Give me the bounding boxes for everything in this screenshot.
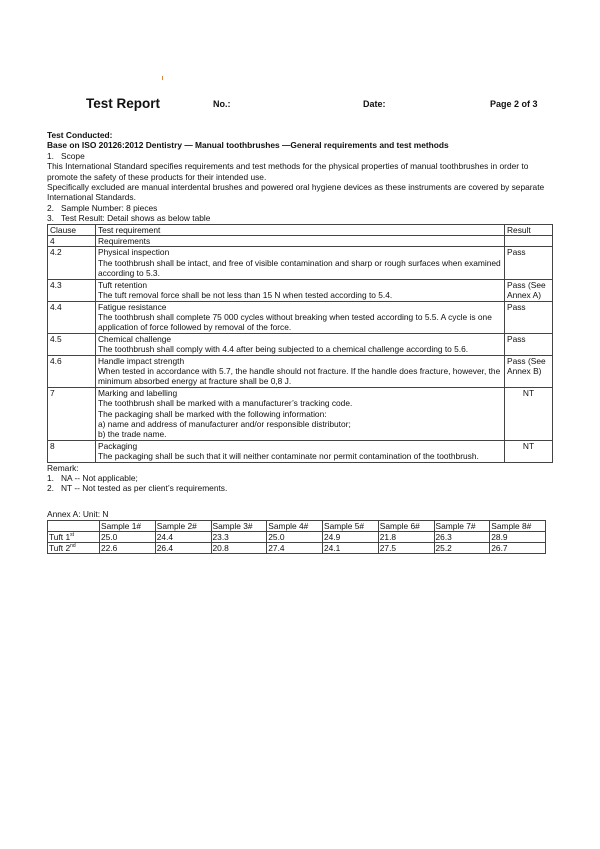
report-number-label: No.:: [213, 99, 231, 109]
standard-reference: Base on ISO 20126:2012 Dentistry — Manual toothbrushes —General requirements and test methods: [47, 140, 449, 151]
remark-item: 1. NA -- Not applicable;: [47, 473, 138, 483]
requirements-table: [47, 224, 553, 463]
annex-label: Annex A: Unit: N: [47, 508, 109, 519]
table-row: Tuft 2nd 22.6 26.4 20.8 27.4 24.1 27.5 25.2 26.7: [48, 543, 546, 554]
report-title: Test Report: [86, 96, 161, 111]
report-body: [47, 130, 553, 554]
table-header-row: [48, 224, 553, 235]
scope-text-2: Specifically excluded are manual interdental brushes and powered oral hygiene devices as these instruments are covered by separate International Standards.: [47, 182, 545, 203]
sample-number: 2. Sample Number: 8 pieces: [47, 202, 158, 213]
page-indicator: Page 2 of 3: [490, 99, 538, 109]
annex-header-row: Sample 1# Sample 2# Sample 3# Sample 4# Sample 5# Sample 6# Sample 7# Sample 8#: [48, 521, 546, 532]
remark-item: 2. NT -- Not tested as per client’s requirements.: [47, 483, 228, 494]
scope-text-1: This International Standard specifies requirements and test methods for the physical properties of manual toothbrushes in order to promote the safety of these products for their intended use.: [47, 161, 529, 182]
report-date-label: Date:: [363, 99, 386, 109]
table-row: 4.3 Tuft retention The tuft removal force shall be not less than 15 N when tested according to 5.4. Pass (See Annex A): [48, 279, 553, 301]
annex-table: [47, 520, 546, 554]
table-row: 4.2 Physical inspection The toothbrush shall be intact, and free of visible contamination and sharp or rough surfaces when examined according to 5.3. Pass: [48, 247, 553, 279]
scope-heading: 1. Scope: [47, 150, 85, 161]
test-result-intro: 3. Test Result: Detail shows as below table: [47, 213, 211, 224]
table-row: 4.6 Handle impact strength When tested in accordance with 5.7, the handle should not fracture. If the handle does fracture, however, the minimum absorbed energy at fracture shall be 0,8 J. Pass (See Annex B): [48, 355, 553, 387]
scan-mark: [162, 76, 163, 80]
table-row: 4.4 Fatigue resistance The toothbrush shall complete 75 000 cycles without breaking when tested according to 5.5. A cycle is one application of force followed by removal of the force. Pass: [48, 301, 553, 333]
table-row: 7 Marking and labelling The toothbrush shall be marked with a manufacturer’s tracking code. The packaging shall be marked with the following information: a) name and address of manufacturer and/or responsible distributor; b) the trade name. NT: [48, 387, 553, 440]
result-header: Result: [505, 224, 553, 235]
table-row: 4 Requirements: [48, 236, 553, 247]
remark-block: [47, 463, 553, 494]
clause-header: Clause: [48, 224, 96, 235]
section-heading: Test Conducted:: [47, 130, 113, 140]
annex-a: [47, 509, 553, 554]
requirement-header: Test requirement: [96, 224, 505, 235]
remark-label: Remark:: [47, 462, 79, 473]
table-row: Tuft 1st 25.0 24.4 23.3 25.0 24.9 21.8 26.3 28.9: [48, 532, 546, 543]
report-header: [86, 96, 556, 114]
table-row: 4.5 Chemical challenge The toothbrush shall comply with 4.4 after being subjected to a chemical challenge according to 5.6. Pass: [48, 333, 553, 355]
table-row: 8 Packaging The packaging shall be such that it will neither contaminate nor permit contamination of the toothbrush. NT: [48, 440, 553, 462]
